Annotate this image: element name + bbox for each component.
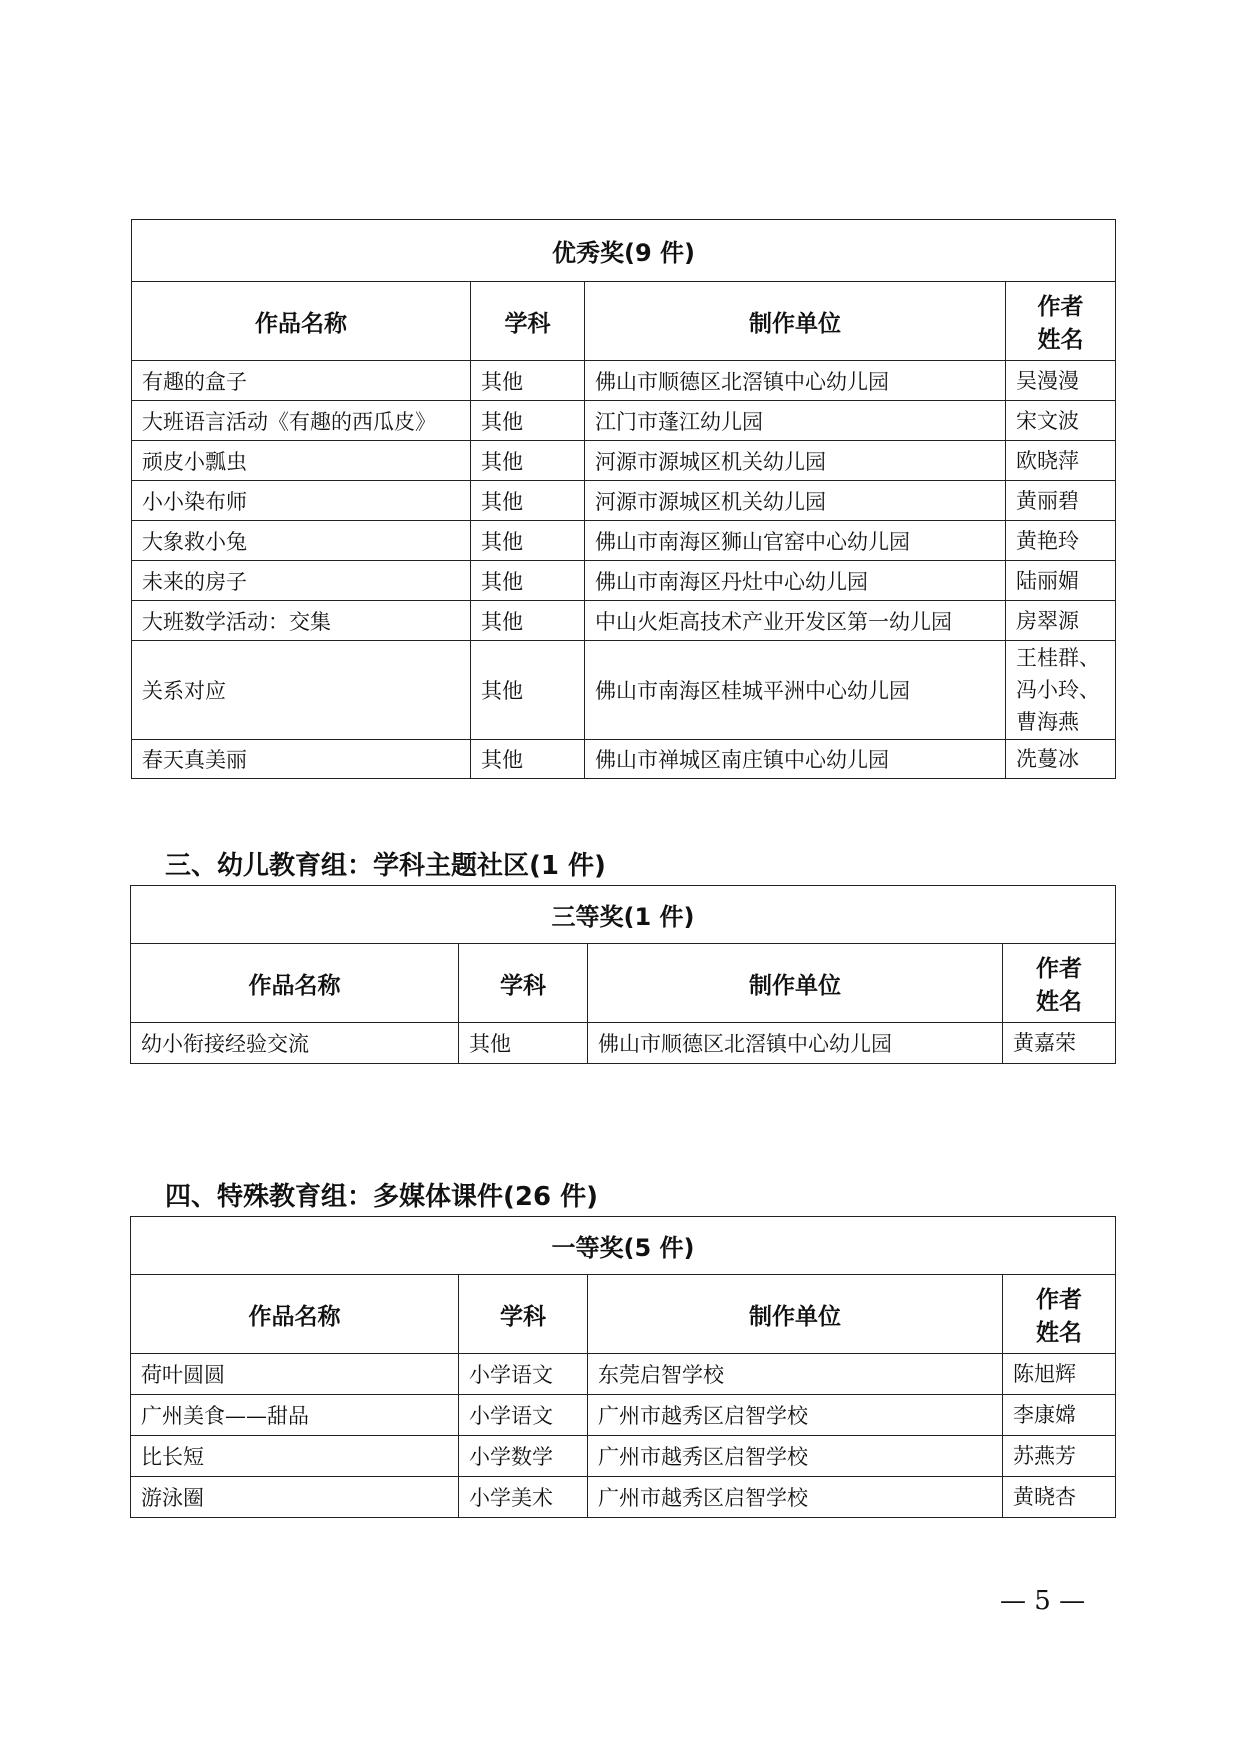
section-heading-special-education: 四、特殊教育组：多媒体课件(26 件) [165, 1182, 598, 1212]
cell-unit: 广州市越秀区启智学校 [588, 1436, 1003, 1477]
header-name: 作品名称 [132, 282, 471, 361]
table-row [131, 1023, 1116, 1064]
cell-subject: 其他 [471, 481, 585, 521]
table-row [132, 740, 1116, 779]
cell-name: 小小染布师 [132, 481, 471, 521]
cell-unit: 河源市源城区机关幼儿园 [585, 441, 1006, 481]
header-name: 作品名称 [131, 944, 459, 1023]
cell-name: 大象救小兔 [132, 521, 471, 561]
table-row [132, 601, 1116, 641]
table-row [132, 641, 1116, 740]
cell-unit: 佛山市顺德区北滘镇中心幼儿园 [588, 1023, 1003, 1064]
cell-author: 苏燕芳 [1003, 1436, 1116, 1477]
cell-unit: 河源市源城区机关幼儿园 [585, 481, 1006, 521]
cell-unit: 广州市越秀区启智学校 [588, 1395, 1003, 1436]
header-name: 作品名称 [131, 1275, 459, 1354]
cell-subject: 小学语文 [459, 1354, 588, 1395]
cell-unit: 佛山市顺德区北滘镇中心幼儿园 [585, 361, 1006, 401]
header-author: 作者 姓名 [1006, 282, 1116, 361]
table-body [131, 1354, 1116, 1518]
cell-author: 黄晓杏 [1003, 1477, 1116, 1518]
cell-subject: 小学数学 [459, 1436, 588, 1477]
table-row [132, 401, 1116, 441]
cell-name: 游泳圈 [131, 1477, 459, 1518]
cell-subject: 其他 [471, 561, 585, 601]
header-subject: 学科 [471, 282, 585, 361]
table-caption: 三等奖(1 件) [131, 886, 1116, 944]
cell-author: 冼蔓冰 [1006, 740, 1116, 779]
award-table-first-prize [130, 1216, 1116, 1518]
table-body [132, 361, 1116, 779]
header-unit: 制作单位 [588, 944, 1003, 1023]
header-subject: 学科 [459, 944, 588, 1023]
cell-subject: 小学语文 [459, 1395, 588, 1436]
header-unit: 制作单位 [588, 1275, 1003, 1354]
table-row [132, 521, 1116, 561]
award-table-third-prize [130, 885, 1116, 1064]
header-author: 作者 姓名 [1003, 944, 1116, 1023]
table-caption: 一等奖(5 件) [131, 1217, 1116, 1275]
cell-unit: 佛山市南海区桂城平洲中心幼儿园 [585, 641, 1006, 740]
cell-name: 顽皮小瓢虫 [132, 441, 471, 481]
table-row [131, 1436, 1116, 1477]
header-unit: 制作单位 [585, 282, 1006, 361]
table-body [131, 1023, 1116, 1064]
table-row [132, 561, 1116, 601]
cell-author: 黄艳玲 [1006, 521, 1116, 561]
cell-subject: 其他 [471, 441, 585, 481]
table-row [132, 361, 1116, 401]
cell-author: 房翠源 [1006, 601, 1116, 641]
cell-unit: 佛山市禅城区南庄镇中心幼儿园 [585, 740, 1006, 779]
table-row [132, 441, 1116, 481]
cell-name: 有趣的盒子 [132, 361, 471, 401]
cell-subject: 其他 [471, 641, 585, 740]
cell-unit: 佛山市南海区狮山官窑中心幼儿园 [585, 521, 1006, 561]
table-caption: 优秀奖(9 件) [132, 220, 1116, 282]
cell-name: 大班数学活动：交集 [132, 601, 471, 641]
cell-subject: 其他 [471, 740, 585, 779]
cell-author: 黄丽碧 [1006, 481, 1116, 521]
cell-unit: 佛山市南海区丹灶中心幼儿园 [585, 561, 1006, 601]
cell-unit: 中山火炬高技术产业开发区第一幼儿园 [585, 601, 1006, 641]
page-number: — 5 — [1000, 1586, 1086, 1616]
section-heading-preschool-community: 三、幼儿教育组：学科主题社区(1 件) [165, 851, 606, 881]
cell-author: 欧晓萍 [1006, 441, 1116, 481]
cell-name: 未来的房子 [132, 561, 471, 601]
cell-author: 宋文波 [1006, 401, 1116, 441]
cell-subject: 其他 [471, 361, 585, 401]
cell-author: 陆丽媚 [1006, 561, 1116, 601]
cell-name: 关系对应 [132, 641, 471, 740]
cell-unit: 江门市蓬江幼儿园 [585, 401, 1006, 441]
cell-unit: 广州市越秀区启智学校 [588, 1477, 1003, 1518]
cell-subject: 其他 [459, 1023, 588, 1064]
cell-author: 王桂群、冯小玲、曹海燕 [1006, 641, 1116, 740]
cell-subject: 小学美术 [459, 1477, 588, 1518]
cell-subject: 其他 [471, 521, 585, 561]
cell-subject: 其他 [471, 601, 585, 641]
table-row [131, 1395, 1116, 1436]
cell-author: 黄嘉荣 [1003, 1023, 1116, 1064]
cell-author: 吴漫漫 [1006, 361, 1116, 401]
table-row [131, 1354, 1116, 1395]
cell-name: 幼小衔接经验交流 [131, 1023, 459, 1064]
cell-name: 春天真美丽 [132, 740, 471, 779]
cell-author: 陈旭辉 [1003, 1354, 1116, 1395]
cell-subject: 其他 [471, 401, 585, 441]
header-author: 作者 姓名 [1003, 1275, 1116, 1354]
cell-author: 李康嫦 [1003, 1395, 1116, 1436]
cell-name: 荷叶圆圆 [131, 1354, 459, 1395]
table-row [131, 1477, 1116, 1518]
cell-name: 比长短 [131, 1436, 459, 1477]
cell-name: 大班语言活动《有趣的西瓜皮》 [132, 401, 471, 441]
cell-unit: 东莞启智学校 [588, 1354, 1003, 1395]
table-row [132, 481, 1116, 521]
cell-name: 广州美食——甜品 [131, 1395, 459, 1436]
header-subject: 学科 [459, 1275, 588, 1354]
award-table-excellence [131, 219, 1116, 779]
